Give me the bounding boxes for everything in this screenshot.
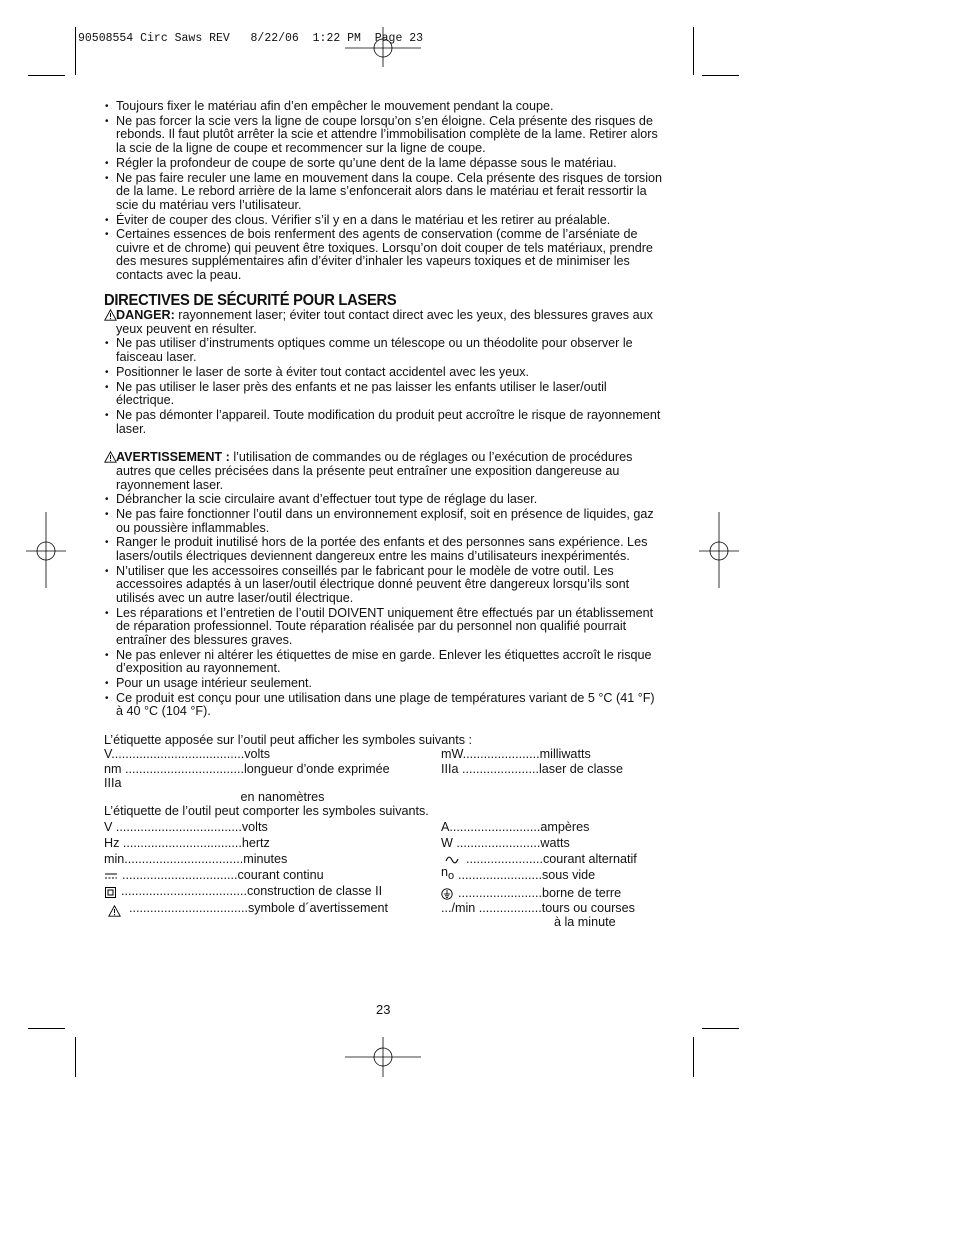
print-slug-header: 90508554 Circ Saws REV 8/22/06 1:22 PM Page 23: [78, 32, 424, 45]
list-item: • Positionner le laser de sorte à éviter tout contact accidentel avec les yeux.: [104, 366, 664, 380]
symbol-right: ........................sous vide: [458, 868, 596, 883]
list-item: • Ce produit est conçu pour une utilisation dans une plage de températures variant de 5 °C (41 °F) à 40 °C (104 °F).: [104, 692, 664, 719]
symbol-right: mW......................milliwatts: [441, 746, 591, 761]
list-item: • Ranger le produit inutilisé hors de la portée des enfants et des personnes sans expérience. Les lasers/outils électriques deviennent dangereux entre les mains d’utilisateurs inexpérimentés.: [104, 536, 664, 563]
registration-mark-icon: [26, 512, 66, 588]
danger-label: DANGER:: [116, 308, 175, 323]
symbol-left: ....................................construction de classe II: [121, 884, 383, 899]
crop-mark: [702, 1028, 739, 1029]
list-item: • Éviter de couper des clous. Vérifier s’il y en a dans le matériau et les retirer au préalable.: [104, 214, 664, 228]
table-row: [104, 777, 664, 791]
earth-terminal-icon: [441, 888, 453, 900]
saw-safety-list: [104, 100, 664, 283]
crop-mark: [702, 75, 739, 76]
symbol-left: Hz ..................................hertz: [104, 836, 270, 851]
symbol-right: ........................borne de terre: [458, 886, 622, 901]
table-row: [104, 821, 664, 837]
table-row: [104, 853, 664, 869]
no-load-symbol: no: [441, 865, 455, 883]
crop-mark: [693, 27, 694, 75]
list-item: • Ne pas faire reculer une lame en mouvement dans la coupe. Cela présente des risques de torsion de la lame. Le rebord arrière de la lame s’enfoncerait alors dans le matériau et ferait ressortir la scie du matériau vers l’utilisateur.: [104, 172, 664, 213]
warning-statement: [104, 451, 664, 492]
list-item: • Ne pas enlever ni altérer les étiquettes de mise en garde. Enlever les étiquettes accroît le risque d’exposition au rayonnement.: [104, 649, 664, 676]
list-item: • Certaines essences de bois renferment des agents de conservation (comme de l’arséniate de cuivre et de chrome) qui peuvent être toxiques. Lorsqu’on doit couper de tels matériaux, prendre des mesures supplémentaires afin d’éviter d’inhaler les vapeurs toxiques et de minimiser les contacts avec la peau.: [104, 228, 664, 282]
list-item: • Ne pas utiliser le laser près des enfants et ne pas laisser les enfants utiliser le laser/outil électrique.: [104, 381, 664, 408]
symbol-right: A..........................ampères: [441, 820, 590, 835]
list-item: • Ne pas démonter l’appareil. Toute modification du produit peut accroître le risque de rayonnement laser.: [104, 409, 664, 436]
symbol-left: min..................................minutes: [104, 852, 288, 867]
symbol-left: V ....................................volts: [104, 820, 268, 835]
symbol-right: W ........................watts: [441, 836, 570, 851]
danger-text: rayonnement laser; éviter tout contact direct avec les yeux, des blessures graves aux yeux peuvent en résulter.: [116, 308, 653, 336]
page-content: [104, 100, 664, 932]
warning-list: [104, 493, 664, 719]
list-item: • Ne pas forcer la scie vers la ligne de coupe lorsqu’on s’en éloigne. Cela présente des risques de rebonds. Il faut plutôt arrêter la scie et attendre l’immobilisation complète de la lame. Retirer alors la scie de la ligne de coupe et recommencer sur la ligne de coupe.: [104, 115, 664, 156]
symbol-left: V......................................volts: [104, 746, 271, 761]
danger-statement: [104, 309, 664, 336]
list-item: • Toujours fixer le matériau afin d’en empêcher le mouvement pendant la coupe.: [104, 100, 664, 114]
class-ii-construction-icon: [105, 887, 116, 898]
label-symbols-intro: L’étiquette apposée sur l’outil peut afficher les symboles suivants :: [104, 733, 472, 748]
symbol-right: .../min ..................tours ou courses: [441, 901, 635, 916]
crop-mark: [75, 1037, 76, 1077]
symbol-left: .................................courant continu: [122, 868, 324, 883]
list-item: • Pour un usage intérieur seulement.: [104, 677, 664, 691]
table-row: [104, 885, 664, 902]
table-row: [104, 791, 664, 805]
list-item: • Ne pas faire fonctionner l’outil dans un environnement explosif, soit en présence de liquides, gaz ou poussière inflammables.: [104, 508, 664, 535]
crop-mark: [28, 1028, 65, 1029]
list-item: • Ne pas utiliser d’instruments optiques comme un télescope ou un théodolite pour observer le faisceau laser.: [104, 337, 664, 364]
direct-current-icon: [104, 872, 118, 880]
registration-mark-icon: [699, 512, 739, 588]
crop-mark: [28, 75, 65, 76]
table-row: [104, 916, 664, 932]
warning-label: AVERTISSEMENT :: [116, 450, 230, 465]
table-row: [104, 902, 664, 916]
symbol-left: en nanomètres: [104, 789, 325, 804]
label-symbols-table: [104, 748, 664, 805]
symbol-left: IIIa: [104, 775, 122, 790]
crop-mark: [693, 1037, 694, 1077]
warning-triangle-icon: [104, 451, 117, 463]
table-row: [104, 763, 664, 777]
symbol-right: ......................courant alternatif: [466, 852, 637, 867]
table-row: [104, 837, 664, 853]
symbol-left: ..................................symbole d´avertissement: [129, 901, 388, 916]
tool-symbols-table: [104, 821, 664, 932]
table-row: [104, 748, 664, 763]
list-item: • N’utiliser que les accessoires conseillés par le fabricant pour le modèle de votre outil. Les accessoires adaptés à un laser/outil électrique donné peuvent être dangereux lorsqu’ils sont utilisés avec un autre laser/outil électrique.: [104, 565, 664, 606]
symbol-left: nm ..................................longueur d’onde exprimée: [104, 761, 390, 776]
table-row: [104, 865, 664, 885]
warning-text: l’utilisation de commandes ou de réglages ou l’exécution de procédures autres que celles précisées dans la présente peut entraîner une exposition dangereuse au rayonnement laser.: [116, 450, 633, 492]
list-item: • Régler la profondeur de coupe de sorte qu’une dent de la lame dépasse sous le matériau.: [104, 157, 664, 171]
warning-triangle-icon: [104, 309, 117, 321]
registration-mark-icon: [345, 1037, 421, 1077]
danger-list: [104, 337, 664, 436]
list-item: • Débrancher la scie circulaire avant d’effectuer tout type de réglage du laser.: [104, 493, 664, 507]
crop-mark: [75, 27, 76, 75]
symbol-right: à la minute: [554, 915, 616, 930]
list-item: • Les réparations et l’entretien de l’outil DOIVENT uniquement être effectués par un établissement de réparation professionnel. Toute réparation réalisée par du personnel non qualifié pourrait entraîner des blessures graves.: [104, 607, 664, 648]
alternating-current-icon: [445, 855, 459, 865]
section-title: DIRECTIVES DE SÉCURITÉ POUR LASERS: [104, 291, 397, 309]
tool-symbols-intro: L’étiquette de l’outil peut comporter les symboles suivants.: [104, 803, 429, 818]
symbol-right: IIIa ......................laser de classe: [441, 761, 623, 776]
page-number: 23: [376, 1002, 391, 1017]
